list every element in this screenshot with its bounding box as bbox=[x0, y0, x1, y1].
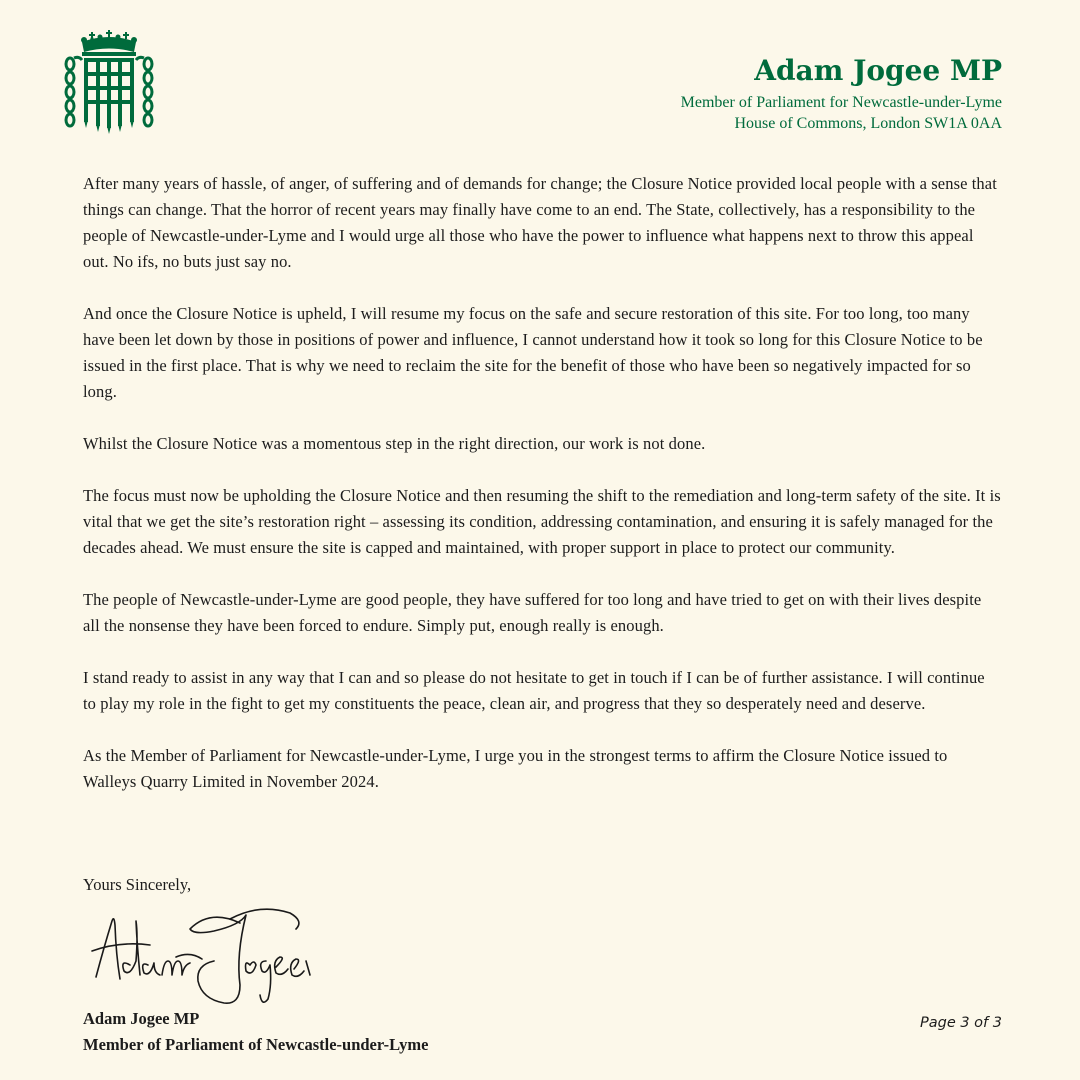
signer-name: Adam Jogee MP bbox=[83, 1009, 200, 1028]
constituency-line: Member of Parliament for Newcastle-under-Lyme bbox=[680, 94, 1002, 111]
portcullis-crest-icon bbox=[62, 30, 156, 136]
signer-title: Member of Parliament of Newcastle-under-Lyme bbox=[83, 1035, 429, 1054]
mp-name-heading: Adam Jogee MP bbox=[754, 54, 1002, 87]
body-paragraph: As the Member of Parliament for Newcastle-under-Lyme, I urge you in the strongest terms to affirm the Closure Notice issued to Walleys Quarry Limited in November 2024. bbox=[83, 746, 948, 791]
body-paragraph: After many years of hassle, of anger, of suffering and of demands for change; the Closure Notice provided local people with a sense that things can change. That the horror of recent years may finally have come to an end. The State, collectively, has a responsibility to the people of Newcastle-under-Lyme and I would urge all those who have the power to influence what happens next to throw this appeal out. No ifs, no buts just say no. bbox=[83, 174, 997, 271]
page-number: Page 3 of 3 bbox=[919, 1015, 1002, 1031]
salutation: Yours Sincerely, bbox=[83, 875, 192, 894]
body-paragraph: The focus must now be upholding the Closure Notice and then resuming the shift to the remediation and long-term safety of the site. It is vital that we get the site’s restoration right – assessing its condition, addressing contamination, and ensuring it is safely managed for the decades ahead. We must ensure the site is capped and maintained, with proper support in place to protect our community. bbox=[83, 486, 1001, 557]
body-paragraph: And once the Closure Notice is upheld, I will resume my focus on the safe and secure restoration of this site. For too long, too many have been let down by those in positions of power and influence, I cannot understand how it took so long for this Closure Notice to be issued in the first place. That is why we need to reclaim the site for the benefit of those who have been so negatively impacted for so long. bbox=[83, 304, 983, 401]
handwritten-signature bbox=[90, 895, 320, 1015]
body-paragraph: The people of Newcastle-under-Lyme are good people, they have suffered for too long and have tried to get on with their lives despite all the nonsense they have been forced to endure. Simply put, enough really is enough. bbox=[83, 590, 982, 635]
body-paragraph: I stand ready to assist in any way that I can and so please do not hesitate to get in touch if I can be of further assistance. I will continue to play my role in the fight to get my constituents the peace, clean air, and progress that they so desperately need and deserve. bbox=[83, 668, 985, 713]
body-paragraph: Whilst the Closure Notice was a momentous step in the right direction, our work is not done. bbox=[83, 434, 706, 453]
letterhead bbox=[681, 54, 1002, 134]
address-line: House of Commons, London SW1A 0AA bbox=[734, 115, 1002, 132]
signature-block bbox=[83, 1006, 429, 1058]
letter-body bbox=[83, 171, 1001, 821]
